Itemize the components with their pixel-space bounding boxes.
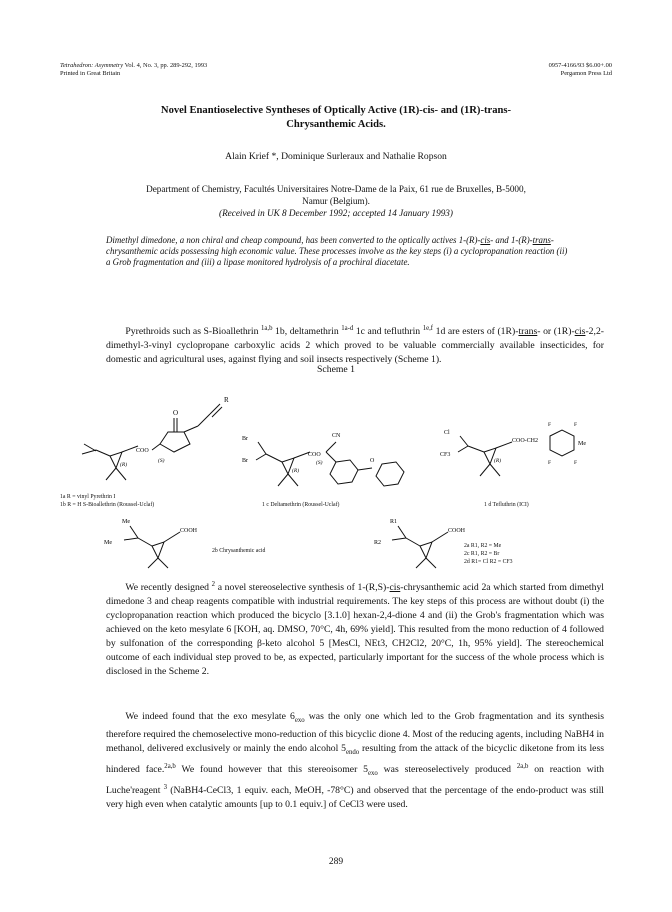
cn-label: CN [332, 433, 341, 439]
journal-volume: Vol. 4, No. 3, pp. 289-292, 1993 [123, 62, 208, 69]
reference: 3 [163, 784, 168, 792]
publisher: Pergamon Press Ltd [560, 70, 612, 77]
text: was the only one which led to the Grob fragmentation and its synthesis therefore required the chemoselective mono-reduction of this bicyclic dione 4. Most of the reducing agents, including NaBH4 in methanol, delivered exclusively or mainly the endo alcohol 5 [106, 711, 605, 754]
chrysanthemic-acid-structure [124, 526, 448, 568]
reference: 1a-d [341, 325, 354, 332]
tefluthrin-structure [458, 430, 574, 476]
scheme-title: Scheme 1 [317, 364, 355, 375]
term-trans: trans [518, 326, 538, 338]
f-label-2: F [574, 422, 578, 428]
reference: 2 [211, 581, 216, 588]
received-dates: (Received in UK 8 December 1992; accepted 14 January 1993) [219, 208, 453, 218]
f-label-1: F [548, 422, 552, 428]
affiliation [96, 183, 576, 219]
label-2a: 2a R1, R2 = Me [464, 543, 502, 549]
text: on reaction with Luche'reagent [106, 764, 604, 797]
deltamethrin-structure [256, 442, 404, 486]
label-1c: 1 c Deltamethrin (Roussel-Uclaf) [262, 502, 340, 508]
abstract-trans: trans [532, 235, 551, 245]
page-number: 289 [328, 857, 344, 867]
abstract [106, 235, 572, 268]
abstract-part-3: -chrysanthemic acids possessing high economic value. These processes involve as the key steps (i) a cyclopropanation reaction (ii) a Grob fragmentation and (iii) a lipase monitored hydrolysis of a prochiral diacetate. [106, 235, 568, 267]
label-2c: 2c R1, R2 = Br [464, 551, 500, 557]
reference: 1e,f [422, 325, 434, 332]
label-2d: 2d R1= Cl R2 = CF3 [464, 559, 513, 565]
abstract-part-2: - and 1-(R)- [490, 235, 533, 245]
me-left-label: Me [104, 540, 112, 546]
cooh-label-1: COOH [180, 528, 198, 534]
s-label-2: (S) [316, 460, 323, 466]
r2-label: R2 [374, 540, 382, 546]
title-line-1: Novel Enantioselective Syntheses of Optically Active (1R)-cis- and (1R)-trans- [160, 105, 512, 116]
paragraph-synthesis [106, 578, 604, 679]
pyrethrin-structure [82, 404, 222, 480]
br-label-1: Br [242, 436, 248, 442]
affiliation-line-2: Namur (Belgium). [302, 196, 370, 206]
reference: 1a,b [260, 325, 273, 332]
abstract-part-1: Dimethyl dimedone, a non chiral and cheap compound, has been converted to the optically actives 1-(R)- [106, 235, 481, 245]
journal-name: Tetrahedron: Asymmetry [60, 62, 124, 69]
term-cis: cis [574, 326, 586, 338]
f-label-4: F [574, 460, 578, 466]
paragraph-intro [106, 322, 604, 367]
coo-label-2: COO [308, 452, 321, 458]
text: 1c and tefluthrin [353, 326, 423, 338]
affiliation-line-1: Department of Chemistry, Facultés Universitaires Notre-Dame de la Paix, 61 rue de Bruxelles, B-5000, [146, 184, 526, 194]
journal-citation [60, 62, 207, 78]
ketone-o-label: O [173, 409, 179, 417]
subscript: exo [294, 716, 305, 724]
issn-block [549, 62, 612, 78]
coo-label-1: COO [136, 448, 149, 454]
authors: Alain Krief *, Dominique Surleraux and Nathalie Ropson [225, 151, 447, 162]
text: Pyrethroids such as S-Bioallethrin [125, 326, 261, 338]
cooh-label-2: COOH [448, 528, 466, 534]
me-aryl-label: Me [578, 441, 586, 447]
text: - or (1R)- [537, 326, 575, 338]
paragraph-reduction [106, 710, 604, 812]
printed-in: Printed in Great Britain [60, 70, 121, 77]
br-label-2: Br [242, 458, 248, 464]
r1-label: R1 [390, 519, 398, 525]
text: a novel stereoselective synthesis of 1-(R,S)- [215, 582, 390, 594]
text: We found however that this stereoisomer 5 [175, 764, 369, 776]
text: 1b, deltamethrin [272, 326, 342, 338]
cf3-label: CF3 [440, 452, 451, 458]
r-config-3: (R) [494, 458, 502, 464]
scheme-1-structures [60, 380, 620, 570]
text: resulting from the attack of the bicyclic diketone from its less hindered face. [106, 742, 604, 776]
me-top-label: Me [122, 519, 130, 525]
subscript: endo [345, 748, 360, 756]
cl-label: Cl [444, 430, 450, 436]
text: 1d are esters of (1R)- [433, 326, 519, 338]
s-label-1: (S) [158, 458, 165, 464]
issn: 0957-4166/93 $6.00+.00 [548, 62, 612, 69]
text: We indeed found that the exo mesylate 6 [125, 711, 295, 722]
r-config-1: (R) [120, 462, 128, 468]
coo-ch2-label: COO-CH2 [512, 438, 539, 444]
label-2b: 2b Chrysanthemic acid [212, 548, 266, 554]
reference: 2a,b [164, 762, 176, 770]
title-line-2: Chrysanthemic Acids. [286, 119, 386, 130]
text: We recently designed [125, 582, 212, 594]
reference: 2a,b [516, 762, 529, 770]
f-label-3: F [548, 460, 552, 466]
label-1d: 1 d Tefluthrin (ICI) [484, 502, 529, 508]
r-config-2: (R) [292, 468, 300, 474]
term-cis: cis [389, 582, 401, 594]
abstract-cis: cis [480, 235, 491, 245]
text: (NaBH4-CeCl3, 1 equiv. each, MeOH, -78°C) and observed that the percentage of the endo-product was still very high even when catalytic amounts [up to 0.1 equiv.] of CeCl3 were used. [106, 785, 604, 811]
text: was stereoselectively produced [377, 764, 517, 776]
ether-o-label: O [370, 458, 375, 464]
label-1b: 1b R = H S-Bioallethrin (Roussel-Uclaf) [60, 502, 155, 508]
subscript: exo [368, 770, 378, 778]
label-1a: 1a R = vinyl Pyrethrin I [60, 494, 116, 500]
text: -2,2-dimethyl-3-vinyl cyclopropane carboxylic acids 2 which proved to be valuable commercially available insecticides, for domestic and agricultural uses, against flying and soil insects respectively (Scheme 1). [106, 326, 605, 366]
r-label: R [224, 396, 229, 404]
paper-title [60, 104, 612, 132]
text: -chrysanthemic acid 2a which started from dimethyl dimedone 3 and cheap reagents compatible with industrial requirements. The key steps of this process are without doubt (i) the cyclopropanation reaction which produced the bicyclo [3.1.0] hexan-2,4-dione 4 and (ii) the Grob's fragmentation which was achieved on the keto mesylate 6 [KOH, aq. DMSO, 70°C, 4h, 69% yield]. This resulted from the mono reduction of 4 followed by sulfonation of the corresponding β-keto alcohol 5 [MesCl, NEt3, CH2Cl2, 20°C, 1h, 95% yield]. The stereochemical outcome of each individual step proved to be, as expected, particularly important for the success of the whole process which is disclosed in the Scheme 2. [106, 582, 605, 678]
